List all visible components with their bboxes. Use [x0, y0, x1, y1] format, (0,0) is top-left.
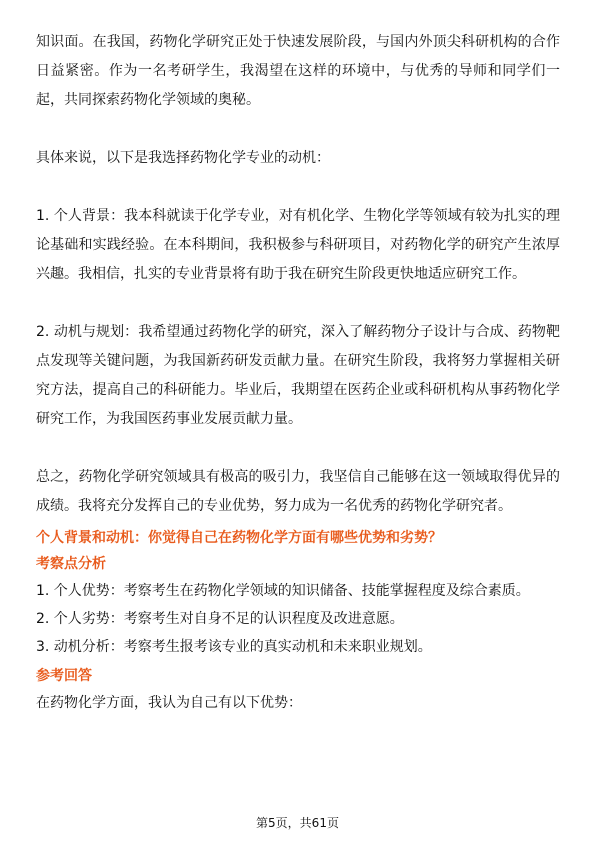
- paragraph-gap: [36, 115, 560, 144]
- paragraph-gap: [36, 173, 560, 202]
- paragraph-motivation-lead: 具体来说，以下是我选择药物化学专业的动机：: [36, 150, 330, 166]
- paragraph-gap: [36, 289, 560, 318]
- page-content: [36, 28, 560, 717]
- paragraph-gap: [36, 434, 560, 463]
- answer-intro: 在药物化学方面，我认为自己有以下优势：: [36, 695, 302, 711]
- paragraph-intro-continued: 知识面。在我国，药物化学研究正处于快速发展阶段，与国内外顶尖科研机构的合作日益紧密。作为一名考研学生，我渴望在这样的环境中，与优秀的导师和同学们一起，共同探索药物化学领域的奥秘。: [36, 34, 560, 108]
- answer-heading: 参考回答: [36, 668, 92, 684]
- paragraph-motivation-plan: 2. 动机与规划：我希望通过药物化学的研究，深入了解药物分子设计与合成、药物靶点发现等关键问题，为我国新药研发贡献力量。在研究生阶段，我将努力掌握相关研究方法，提高自己的科研能力。毕业后，我期望在医药企业或科研机构从事药物化学研究工作，为我国医药事业发展贡献力量。: [36, 324, 560, 427]
- paragraph-summary: 总之，药物化学研究领域具有极高的吸引力，我坚信自己能够在这一领域取得优异的成绩。我将充分发挥自己的专业优势，努力成为一名优秀的药物化学研究者。: [36, 469, 560, 514]
- interview-question: 个人背景和动机：你觉得自己在药物化学方面有哪些优势和劣势？: [36, 530, 442, 546]
- analysis-item: 2. 个人劣势：考察考生对自身不足的认识程度及改进意愿。: [36, 611, 404, 627]
- analysis-item: 1. 个人优势：考察考生在药物化学领域的知识储备、技能掌握程度及综合素质。: [36, 583, 530, 599]
- analysis-item: 3. 动机分析：考察考生报考该专业的真实动机和未来职业规划。: [36, 639, 432, 655]
- page-footer: 第5页，共61页: [256, 816, 339, 830]
- paragraph-personal-background: 1. 个人背景：我本科就读于化学专业，对有机化学、生物化学等领域有较为扎实的理论基础和实践经验。在本科期间，我积极参与科研项目，对药物化学的研究产生浓厚兴趣。我相信，扎实的专业背景将有助于我在研究生阶段更快地适应研究工作。: [36, 208, 560, 282]
- analysis-heading: 考察点分析: [36, 556, 106, 572]
